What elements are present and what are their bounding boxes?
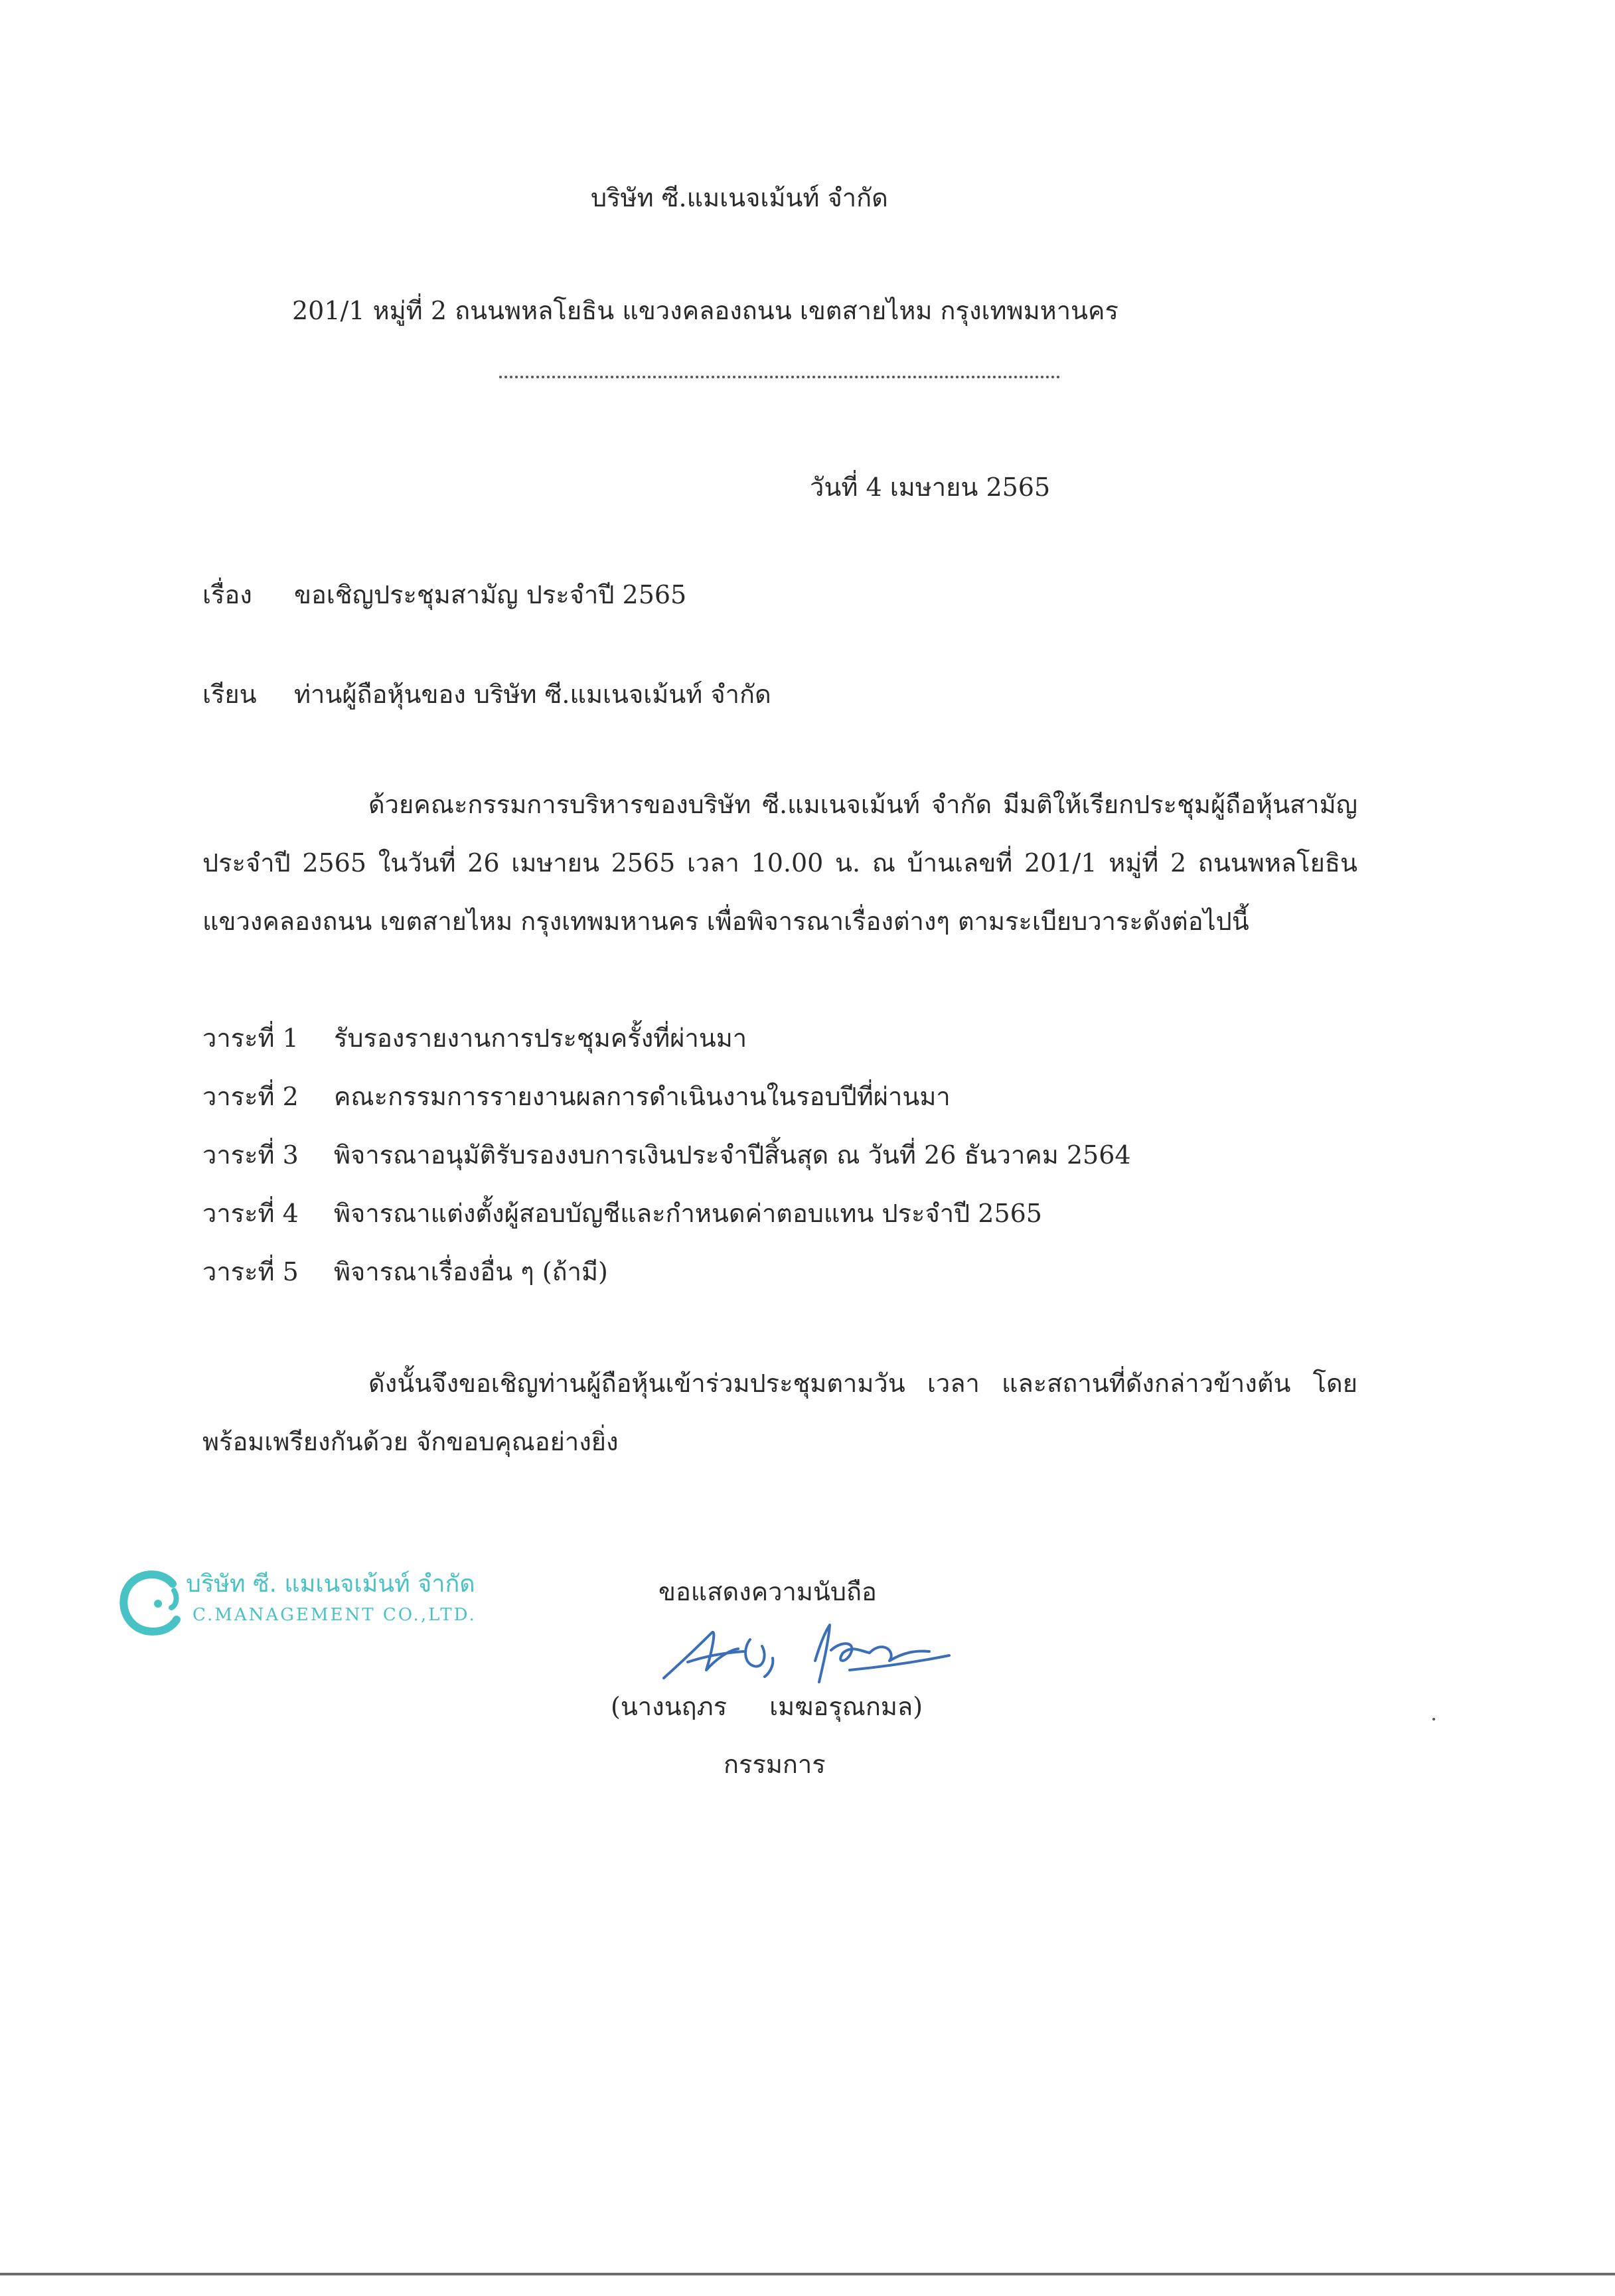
subject-line [202, 577, 686, 612]
signatory-name [611, 1689, 923, 1724]
scan-speck [1432, 1718, 1435, 1721]
agenda-item-label: วาระที่ 1 [202, 1024, 299, 1053]
signatory-first-name: (นางนฤภร [611, 1692, 728, 1721]
agenda-item-text: คณะกรรมการรายงานผลการดำเนินงานในรอบปีที่ผ่านมา [334, 1082, 951, 1111]
seal-thai-name: บริษัท ซี. แมเนจเม้นท์ จำกัด [186, 1570, 475, 1598]
letter-date: วันที่ 4 เมษายน 2565 [810, 473, 1051, 502]
signatory-last-name: เมฆอรุณกมล) [769, 1692, 923, 1721]
agenda-item [202, 1126, 1397, 1184]
agenda-item-label: วาระที่ 4 [202, 1199, 299, 1228]
salutation-line [202, 677, 771, 712]
agenda-item-label: วาระที่ 3 [202, 1140, 299, 1170]
company-name: บริษัท ซี.แมเนจเม้นท์ จำกัด [591, 183, 888, 212]
signatory-position: กรรมการ [724, 1750, 826, 1779]
subject-label: เรื่อง [202, 580, 252, 609]
agenda-item-label: วาระที่ 5 [202, 1257, 299, 1286]
agenda-item [202, 1184, 1397, 1243]
agenda-item [202, 1067, 1397, 1126]
company-logo-icon [118, 1567, 185, 1640]
company-address: 201/1 หมู่ที่ 2 ถนนพหลโยธิน แขวงคลองถนน เขตสายไหม กรุงเทพมหานคร [292, 296, 1118, 325]
agenda-item-text: รับรองรายงานการประชุมครั้งที่ผ่านมา [334, 1024, 747, 1053]
dotted-separator [499, 376, 1060, 378]
company-seal-stamp [118, 1567, 530, 1640]
body-paragraph-intro: ด้วยคณะกรรมการบริหารของบริษัท ซี.แมเนจเม้นท์ จำกัด มีมติให้เรียกประชุมผู้ถือหุ้นสามัญประจำปี 2565 ในวันที่ 26 เมษายน 2565 เวลา 10.00 น. ณ บ้านเลขที่ 201/1 หมู่ที่ 2 ถนนพหลโยธิน แขวงคลองถนน เขตสายไหม กรุงเทพมหานคร เพื่อพิจารณาเรื่องต่างๆ ตามระเบียบวาระดังต่อไปนี้ [202, 790, 1357, 936]
agenda-item-text: พิจารณาเรื่องอื่น ๆ (ถ้ามี) [334, 1257, 608, 1286]
body-paragraph-invitation: ดังนั้นจึงขอเชิญท่านผู้ถือหุ้นเข้าร่วมประชุมตามวัน เวลา และสถานที่ดังกล่าวข้างต้น โดยพร้อมเพรียงกันด้วย จักขอบคุณอย่างยิ่ง [202, 1369, 1357, 1456]
page-bottom-border [0, 2273, 1615, 2275]
agenda-item [202, 1009, 1397, 1067]
closing-phrase: ขอแสดงความนับถือ [658, 1577, 877, 1606]
agenda-item-label: วาระที่ 2 [202, 1082, 299, 1111]
agenda-item-text: พิจารณาอนุมัติรับรองงบการเงินประจำปีสิ้นสุด ณ วันที่ 26 ธันวาคม 2564 [334, 1140, 1131, 1170]
agenda-item-text: พิจารณาแต่งตั้งผู้สอบบัญชีและกำหนดค่าตอบแทน ประจำปี 2565 [334, 1199, 1042, 1228]
handwritten-signature [651, 1613, 956, 1693]
salutation-text: ท่านผู้ถือหุ้นของ บริษัท ซี.แมเนจเม้นท์ จำกัด [294, 680, 771, 709]
seal-english-name: C.MANAGEMENT CO.,LTD. [192, 1605, 477, 1625]
agenda-list [202, 1009, 1397, 1301]
subject-text: ขอเชิญประชุมสามัญ ประจำปี 2565 [294, 580, 687, 609]
agenda-item [202, 1243, 1397, 1301]
salutation-label: เรียน [202, 680, 257, 709]
